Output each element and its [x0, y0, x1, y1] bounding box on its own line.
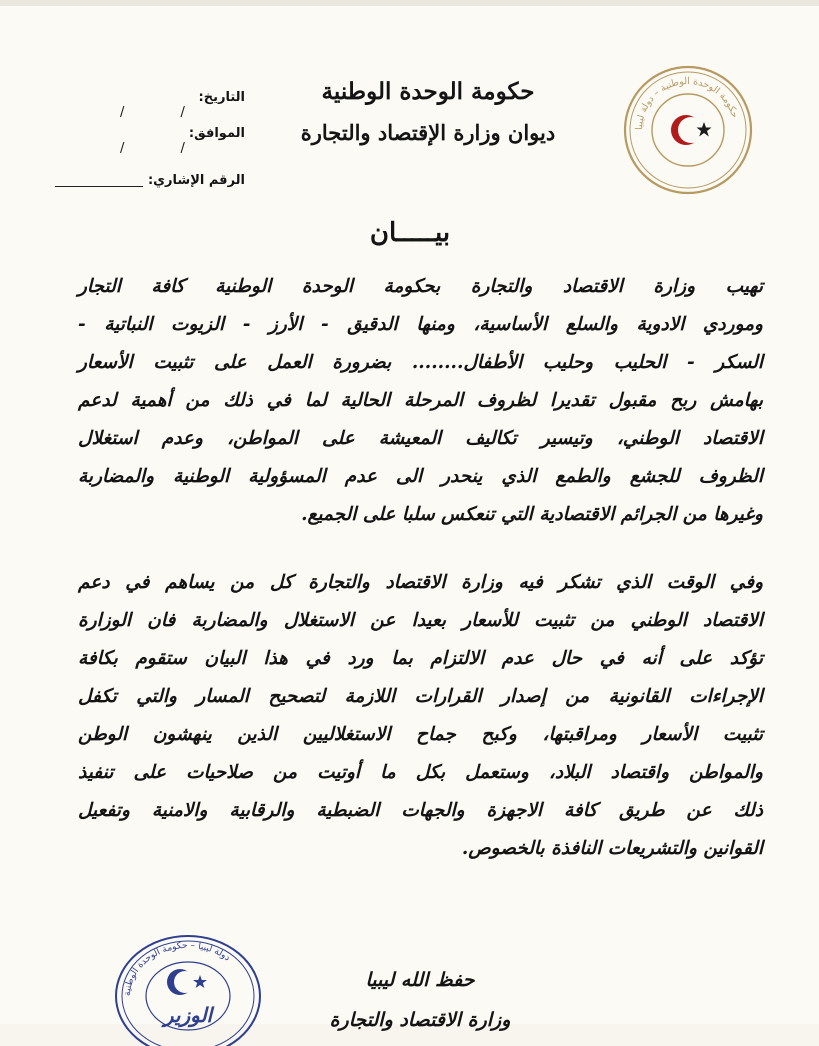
text-line: وفي الوقت الذي تشكر فيه وزارة الاقتصاد والتجارة كل من يساهم في دعم	[78, 572, 763, 593]
text-line: السكر - الحليب وحليب الأطفال........ بضرورة العمل على تثبيت الأسعار	[78, 352, 763, 373]
text-line: الظروف للجشع والطمع الذي ينحدر الى عدم المسؤولية الوطنية والمضاربة	[78, 466, 763, 487]
text-line: وموردي الادوية والسلع الأساسية، ومنها الدقيق - الأرز - الزيوت النباتية -	[78, 314, 763, 335]
date-value: / /	[120, 105, 211, 120]
stamp-center-text: الوزير	[163, 1003, 213, 1027]
date-field	[120, 90, 245, 120]
corresponding-value: / /	[120, 141, 211, 156]
text-line: الاقتصاد الوطني من تثبيت للأسعار بعيدا عن الاستغلال والمضاربة فان الوزارة	[78, 610, 763, 631]
stamp-crescent-star-icon	[167, 969, 207, 995]
date-label: التاريخ:	[198, 90, 245, 105]
seal-text: حكومة الوحدة الوطنية – دولة ليبيا	[633, 75, 741, 131]
crescent-star-icon	[622, 64, 754, 196]
text-line: تهيب وزارة الاقتصاد والتجارة بحكومة الوحدة الوطنية كافة التجار	[78, 276, 763, 297]
paragraph-gap	[78, 534, 763, 564]
closing-line-2: وزارة الاقتصاد والتجارة	[329, 1009, 511, 1031]
text-line: الاقتصاد الوطني، وتيسير تكاليف المعيشة على المواطن، وعدم استغلال	[78, 428, 763, 449]
reference-field	[55, 173, 245, 188]
reference-label: الرقم الإشاري:	[147, 173, 245, 188]
text-line: ذلك عن طريق كافة الاجهزة والجهات الضبطية والرقابية والامنية وتفعيل	[78, 800, 763, 821]
ministry-name: ديوان وزارة الإقتصاد والتجارة	[300, 120, 556, 145]
corresponding-label: الموافق:	[188, 126, 245, 141]
text-line: تؤكد على أنه في حال عدم الالتزام بما ورد في هذا البيان ستقوم بكافة	[78, 648, 763, 669]
statement-body	[78, 268, 763, 868]
text-line: تثبيت الأسعار ومراقبتها، وكبح جماح الاستغلاليين الذين ينهشون الوطن	[78, 724, 763, 745]
text-line: وغيرها من الجرائم الاقتصادية التي تنعكس سلبا على الجميع.	[301, 504, 763, 525]
text-line: القوانين والتشريعات النافذة بالخصوص.	[461, 838, 763, 859]
government-name: حكومة الوحدة الوطنية	[321, 78, 535, 105]
corresponding-field	[120, 126, 245, 156]
scan-edge	[0, 0, 819, 6]
text-line: بهامش ربح مقبول تقديرا لظروف المرحلة الحالية لما في ذلك من أهمية لدعم	[78, 390, 763, 411]
official-stamp	[108, 926, 268, 1046]
text-line: والمواطن واقتصاد البلاد، وستعمل بكل ما أوتيت من صلاحيات على تنفيذ	[78, 762, 763, 783]
paragraph-1	[78, 268, 763, 534]
paragraph-2	[78, 564, 763, 868]
text-line: الإجراءات القانونية من إصدار القرارات اللازمة لتصحيح المسار والتي تكفل	[78, 686, 763, 707]
reference-line	[55, 186, 143, 187]
statement-title: بيـــــان	[369, 218, 451, 248]
stamp-ring-text: دولة ليبيا – حكومة الوحدة الوطنية	[122, 940, 232, 997]
closing-line-1: حفظ الله ليبيا	[365, 969, 475, 991]
closing-block	[320, 960, 520, 1040]
